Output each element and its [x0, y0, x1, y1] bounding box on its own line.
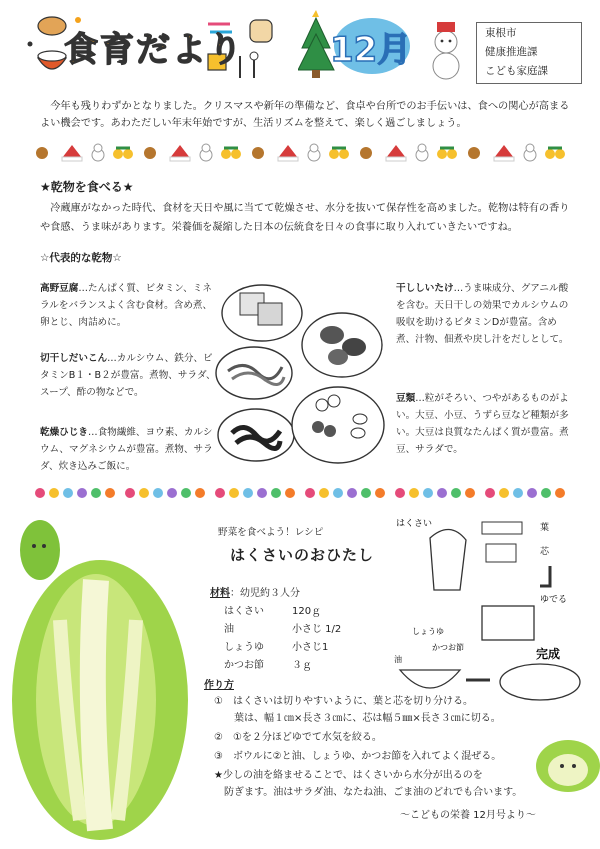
food-name: 干ししいたけ: [396, 283, 454, 294]
recipe-subtitle: 野菜を食べよう！レシピ: [218, 527, 324, 538]
food-name: 切干しだいこん: [40, 353, 108, 364]
chinese-cabbage-character-icon: [528, 726, 600, 796]
ingredients-label: 材料: [210, 588, 230, 599]
ingredient-name: 油: [224, 624, 234, 635]
ingredient-name: しょうゆ: [224, 642, 264, 653]
source-credit: ～こどもの栄養 12月号より～: [400, 810, 536, 821]
method-step: ③ ボウルに②と油、しょうゆ、かつお節を入れてよく混ぜる。: [214, 751, 502, 762]
food-item-hoshi-shiitake: [396, 280, 574, 348]
food-desc: …粒がそろい、つやがあるものがよい。大豆、小豆、うずら豆など種類が多い。大豆は良質なたんぱく質が豊富。煮豆、サラダで。: [396, 393, 569, 455]
method-step: 葉は、幅１㎝×長さ３㎝に、芯は幅５㎜×長さ３㎝に切る。: [214, 713, 501, 724]
ingredient-amount: 小さじ1: [292, 642, 329, 653]
method-step: ① はくさいは切りやすいように、葉と芯を切り分ける。: [214, 696, 473, 707]
ingredient-name: はくさい: [224, 606, 264, 617]
illus-label-leaf: 葉: [540, 522, 550, 532]
food-item-kiriboshi-daikon: [40, 350, 218, 401]
ingredient-row: [224, 620, 342, 635]
dried-foods-subtitle: ☆代表的な乾物☆: [40, 252, 122, 264]
ingredient-name: かつお節: [224, 660, 264, 671]
method-step: ★少しの油を絡ませることで、はくさいから水分が出るのを: [214, 770, 483, 781]
food-item-hijiki: [40, 424, 218, 475]
month-label: 12月: [330, 30, 412, 70]
recipe-title: はくさいのおひたし: [230, 546, 375, 564]
method-heading: 作り方: [204, 680, 234, 691]
food-item-mamerui: [396, 390, 574, 458]
page-title: 食育だより: [64, 30, 244, 70]
ingredient-row: [224, 656, 312, 671]
food-name: 乾燥ひじき: [40, 427, 88, 438]
department-line: 健康推進課: [485, 46, 538, 58]
illus-label-oil: 油: [394, 655, 402, 664]
recipe-steps-illustration-icon: [390, 510, 590, 710]
department-line: こども家庭課: [485, 65, 548, 77]
food-desc: …食物繊維、ヨウ素、カルシウム、マグネシウムが豊富。煮物、サラダ、炊き込みご飯に。: [40, 427, 213, 472]
department-box: [476, 22, 582, 84]
ingredient-amount: 小さじ 1/2: [292, 624, 342, 635]
food-desc: …カルシウム、鉄分、ビタミンB１・B２が豊富。煮物、サラダ、スープ、酢の物などで。: [40, 353, 216, 398]
illus-label-core: 芯: [540, 546, 550, 556]
ingredient-amount: ３ｇ: [292, 660, 312, 671]
ornament-border-icon: [32, 484, 572, 500]
illus-label-hakusai: はくさい: [396, 518, 433, 528]
food-item-koya-tofu: [40, 280, 218, 331]
food-desc: …たんぱく質、ビタミン、ミネラルをバランスよく含む食材。含め煮、卵とじ、肉詰めに。: [40, 283, 213, 328]
illus-label-bonito: かつお節: [432, 643, 464, 652]
ingredient-amount: 120ｇ: [292, 606, 322, 617]
method-step: 防ぎます。油はサラダ油、なたね油、ごま油のどれでも合います。: [214, 787, 523, 798]
servings: ：幼児約３人分: [230, 588, 300, 599]
header: [0, 0, 600, 88]
intro-text: 今年も残りわずかとなりました。クリスマスや新年の準備など、食卓や台所でのお手伝いは、食への関心が高まるよい機会です。あわただしい年末年始ですが、生活リズムを整えて、楽しく過ごしましょう。: [40, 101, 570, 129]
ingredient-row: [224, 602, 322, 617]
christmas-border-icon: [32, 143, 572, 163]
ingredient-row: [224, 638, 329, 653]
chinese-cabbage-icon: [0, 500, 200, 849]
department-line: 東根市: [485, 27, 517, 39]
dried-foods-illustration-icon: [214, 275, 396, 475]
dried-foods-intro: 冷蔵庫がなかった時代、食材を天日や風に当てて乾燥させ、水分を抜いて保存性を高めました。乾物は特有の香りや食感、うま味があります。栄養価を凝縮した日本の伝統食を日々の食事に取り入れていきたいですね。: [40, 203, 570, 233]
illus-label-boil: ゆでる: [540, 594, 568, 604]
section-title: ★乾物を食べる★: [40, 180, 134, 194]
ingredients-heading: [210, 584, 300, 599]
method-step: ② ①を２分ほどゆでて水気を絞る。: [214, 732, 382, 743]
food-name: 高野豆腐: [40, 283, 79, 294]
illus-label-done: 完成: [536, 647, 561, 661]
illus-label-soy: しょうゆ: [412, 627, 444, 636]
food-desc: …うま味成分、グアニル酸を含む。天日干しの効果でカルシウムの吸収を助けるビタミンDが豊富。含め煮、汁物、佃煮や戻し汁をだしとして。: [396, 283, 569, 345]
food-name: 豆類: [396, 393, 416, 404]
